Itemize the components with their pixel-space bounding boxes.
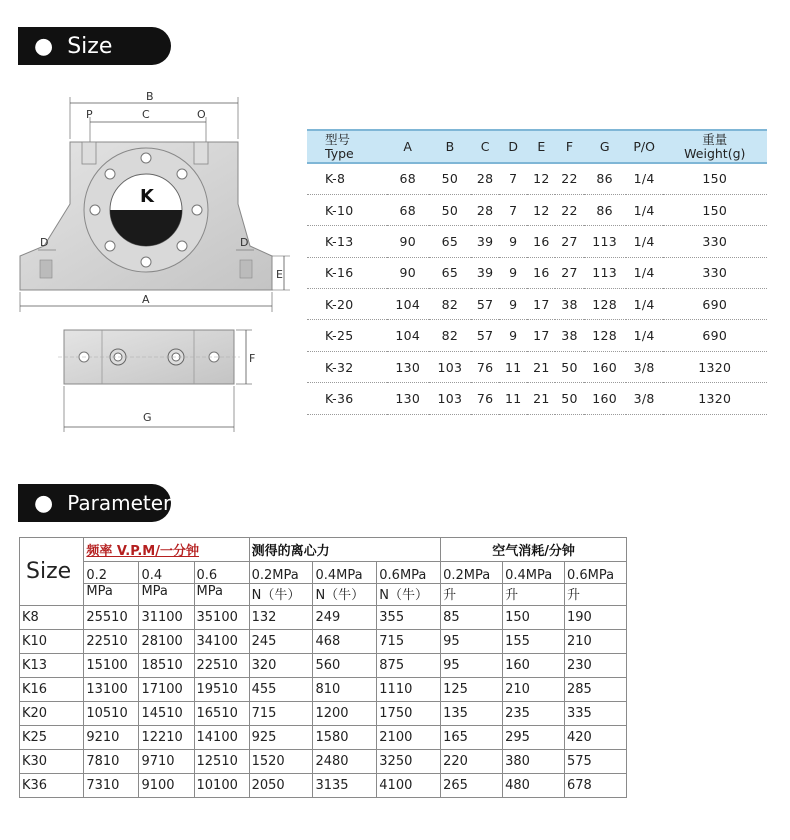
param-cell-model: K8: [20, 606, 84, 630]
param-cell-value: 715: [377, 630, 441, 654]
param-cell-value: 320: [249, 654, 313, 678]
size-cell-type: K-36: [307, 383, 387, 414]
param-cell-value: 18510: [139, 654, 194, 678]
size-cell-value: 86: [584, 163, 626, 194]
param-table-row: [20, 654, 627, 678]
param-cell-value: 3135: [313, 774, 377, 798]
param-cell-value: 95: [441, 630, 503, 654]
param-cell-value: 265: [441, 774, 503, 798]
unit-pressure-label: 0.4MPa: [313, 562, 377, 584]
size-cell-value: 9: [499, 320, 527, 351]
unit-measure-label: 升: [441, 584, 503, 606]
size-cell-value: 90: [387, 257, 429, 288]
unit-pressure-label: 0.2MPa: [441, 562, 503, 584]
size-cell-value: 7: [499, 163, 527, 194]
size-cell-value: 1320: [663, 383, 767, 414]
param-cell-value: 165: [441, 726, 503, 750]
size-cell-value: 690: [663, 320, 767, 351]
group-air-consumption: 空气消耗/分钟: [441, 538, 627, 562]
size-cell-value: 50: [555, 351, 583, 382]
size-cell-value: 9: [499, 289, 527, 320]
size-cell-value: 68: [387, 194, 429, 225]
param-cell-value: 295: [503, 726, 565, 750]
group-centrifugal-force: 测得的离心力: [249, 538, 441, 562]
size-cell-value: 3/8: [626, 351, 663, 382]
size-cell-value: 28: [471, 163, 499, 194]
param-cell-value: 10510: [84, 702, 139, 726]
size-cell-type: K-10: [307, 194, 387, 225]
param-cell-value: 13100: [84, 678, 139, 702]
col-header-type-en: Type: [325, 145, 354, 161]
dim-label-d-left: D: [40, 236, 49, 249]
param-cell-value: 249: [313, 606, 377, 630]
col-header-b: B: [429, 130, 471, 163]
param-cell-model: K16: [20, 678, 84, 702]
dim-label-p: P: [86, 108, 93, 121]
param-cell-value: 2050: [249, 774, 313, 798]
size-cell-value: 76: [471, 351, 499, 382]
size-cell-value: 330: [663, 226, 767, 257]
param-cell-value: 210: [565, 630, 627, 654]
size-cell-value: 113: [584, 257, 626, 288]
size-table-header-row: [307, 130, 767, 163]
size-cell-value: 160: [584, 351, 626, 382]
unit-pressure-label: 0.6MPa: [565, 562, 627, 584]
size-cell-value: 38: [555, 320, 583, 351]
param-cell-value: 35100: [194, 606, 249, 630]
param-cell-value: 160: [503, 654, 565, 678]
param-cell-value: 875: [377, 654, 441, 678]
size-table-row: [307, 163, 767, 194]
param-cell-value: 1110: [377, 678, 441, 702]
param-cell-value: 1200: [313, 702, 377, 726]
size-cell-value: 90: [387, 226, 429, 257]
bullet-icon: ●: [34, 490, 54, 516]
unit-measure-label: 升: [503, 584, 565, 606]
dim-label-o: O: [197, 108, 206, 121]
size-cell-value: 68: [387, 163, 429, 194]
size-cell-type: K-32: [307, 351, 387, 382]
size-cell-value: 21: [527, 383, 555, 414]
size-cell-value: 22: [555, 163, 583, 194]
unit-pressure-label: 0.6MPa: [377, 562, 441, 584]
param-cell-value: 335: [565, 702, 627, 726]
param-cell-value: 220: [441, 750, 503, 774]
size-cell-value: 130: [387, 383, 429, 414]
size-cell-value: 27: [555, 226, 583, 257]
param-cell-value: 14100: [194, 726, 249, 750]
unit-measure-label: N（牛）: [249, 584, 313, 606]
size-cell-value: 50: [429, 163, 471, 194]
param-cell-value: 14510: [139, 702, 194, 726]
size-cell-value: 1/4: [626, 226, 663, 257]
col-header-type: [307, 130, 387, 163]
size-cell-value: 103: [429, 383, 471, 414]
param-cell-value: 925: [249, 726, 313, 750]
param-table-row: [20, 774, 627, 798]
size-cell-type: K-25: [307, 320, 387, 351]
size-cell-value: 82: [429, 320, 471, 351]
size-cell-value: 17: [527, 289, 555, 320]
param-cell-value: 34100: [194, 630, 249, 654]
param-cell-value: 420: [565, 726, 627, 750]
size-cell-value: 86: [584, 194, 626, 225]
param-cell-value: 560: [313, 654, 377, 678]
param-cell-value: 245: [249, 630, 313, 654]
size-cell-value: 39: [471, 226, 499, 257]
param-cell-value: 22510: [84, 630, 139, 654]
size-table-row: [307, 351, 767, 382]
unit-pressure-label: 0.4MPa: [503, 562, 565, 584]
col-header-d: D: [499, 130, 527, 163]
unit-measure-label: 升: [565, 584, 627, 606]
col-header-c: C: [471, 130, 499, 163]
dim-label-c: C: [142, 108, 150, 121]
param-cell-model: K36: [20, 774, 84, 798]
param-cell-value: 4100: [377, 774, 441, 798]
param-cell-value: 7310: [84, 774, 139, 798]
param-cell-value: 1580: [313, 726, 377, 750]
col-header-type-cn: 型号: [325, 131, 351, 147]
units-bottom-row: [20, 584, 627, 606]
param-cell-model: K13: [20, 654, 84, 678]
param-cell-value: 125: [441, 678, 503, 702]
param-cell-value: 810: [313, 678, 377, 702]
size-cell-value: 28: [471, 194, 499, 225]
col-header-po: P/O: [626, 130, 663, 163]
size-cell-value: 16: [527, 226, 555, 257]
size-cell-value: 104: [387, 320, 429, 351]
size-table-row: [307, 383, 767, 414]
col-header-weight-en: Weight(g): [684, 145, 746, 161]
size-section-header: [18, 27, 171, 65]
param-table-row: [20, 630, 627, 654]
col-header-weight-cn: 重量: [702, 131, 728, 147]
param-cell-value: 380: [503, 750, 565, 774]
unit-measure-label: N（牛）: [313, 584, 377, 606]
param-table-row: [20, 678, 627, 702]
size-cell-value: 1320: [663, 351, 767, 382]
param-cell-model: K30: [20, 750, 84, 774]
col-header-f: F: [555, 130, 583, 163]
param-cell-value: 150: [503, 606, 565, 630]
size-cell-value: 12: [527, 163, 555, 194]
param-cell-value: 95: [441, 654, 503, 678]
param-cell-value: 16510: [194, 702, 249, 726]
size-cell-value: 9: [499, 257, 527, 288]
dim-label-f: F: [249, 352, 256, 365]
param-cell-value: 190: [565, 606, 627, 630]
col-header-g: G: [584, 130, 626, 163]
param-cell-model: K20: [20, 702, 84, 726]
param-cell-value: 85: [441, 606, 503, 630]
param-cell-value: 7810: [84, 750, 139, 774]
size-cell-value: 7: [499, 194, 527, 225]
size-cell-value: 113: [584, 226, 626, 257]
unit-measure-label: MPa: [194, 584, 249, 606]
size-cell-value: 160: [584, 383, 626, 414]
param-cell-value: 19510: [194, 678, 249, 702]
size-cell-value: 57: [471, 320, 499, 351]
size-table-row: [307, 226, 767, 257]
unit-pressure-label: 0.4: [139, 562, 194, 584]
size-cell-value: 330: [663, 257, 767, 288]
param-cell-value: 28100: [139, 630, 194, 654]
size-cell-value: 27: [555, 257, 583, 288]
size-cell-value: 1/4: [626, 320, 663, 351]
size-cell-value: 16: [527, 257, 555, 288]
size-table-row: [307, 320, 767, 351]
param-cell-value: 1520: [249, 750, 313, 774]
size-cell-value: 1/4: [626, 257, 663, 288]
param-cell-value: 480: [503, 774, 565, 798]
unit-pressure-label: 0.2: [84, 562, 139, 584]
size-cell-value: 57: [471, 289, 499, 320]
size-table-row: [307, 194, 767, 225]
size-cell-type: K-20: [307, 289, 387, 320]
size-cell-value: 22: [555, 194, 583, 225]
param-cell-value: 155: [503, 630, 565, 654]
size-dimension-table: [307, 129, 767, 415]
size-table-row: [307, 257, 767, 288]
param-cell-value: 132: [249, 606, 313, 630]
col-header-e: E: [527, 130, 555, 163]
param-cell-value: 715: [249, 702, 313, 726]
unit-pressure-label: 0.6: [194, 562, 249, 584]
param-cell-value: 9710: [139, 750, 194, 774]
dim-label-d-right: D: [240, 236, 249, 249]
size-cell-value: 128: [584, 289, 626, 320]
param-table-row: [20, 702, 627, 726]
param-cell-value: 12510: [194, 750, 249, 774]
size-cell-value: 150: [663, 163, 767, 194]
size-cell-value: 103: [429, 351, 471, 382]
col-header-a: A: [387, 130, 429, 163]
param-cell-value: 2100: [377, 726, 441, 750]
param-cell-value: 575: [565, 750, 627, 774]
size-cell-value: 3/8: [626, 383, 663, 414]
param-cell-value: 1750: [377, 702, 441, 726]
param-cell-model: K25: [20, 726, 84, 750]
size-cell-value: 65: [429, 226, 471, 257]
param-cell-value: 230: [565, 654, 627, 678]
param-cell-value: 15100: [84, 654, 139, 678]
unit-measure-label: MPa: [84, 584, 139, 606]
parameter-table: [19, 537, 627, 798]
outlet-port: [194, 142, 208, 164]
param-cell-model: K10: [20, 630, 84, 654]
size-table-row: [307, 289, 767, 320]
dim-label-a: A: [142, 293, 150, 306]
size-cell-value: 130: [387, 351, 429, 382]
size-cell-value: 1/4: [626, 194, 663, 225]
size-cell-value: 1/4: [626, 289, 663, 320]
param-cell-value: 10100: [194, 774, 249, 798]
size-cell-value: 104: [387, 289, 429, 320]
param-cell-value: 31100: [139, 606, 194, 630]
size-cell-value: 690: [663, 289, 767, 320]
dim-label-e: E: [276, 268, 283, 281]
parameter-section-title: Parameter: [67, 491, 172, 515]
size-cell-value: 11: [499, 351, 527, 382]
inlet-port: [82, 142, 96, 164]
col-header-weight: [663, 130, 767, 163]
size-cell-type: K-13: [307, 226, 387, 257]
param-cell-value: 135: [441, 702, 503, 726]
param-table-row: [20, 750, 627, 774]
parameter-section-header: [18, 484, 171, 522]
param-cell-value: 468: [313, 630, 377, 654]
param-cell-value: 22510: [194, 654, 249, 678]
param-cell-value: 12210: [139, 726, 194, 750]
param-table-row: [20, 606, 627, 630]
size-section-title: Size: [67, 33, 113, 59]
size-cell-value: 9: [499, 226, 527, 257]
size-cell-value: 82: [429, 289, 471, 320]
param-cell-value: 285: [565, 678, 627, 702]
size-cell-value: 11: [499, 383, 527, 414]
dim-label-b: B: [146, 90, 154, 103]
size-cell-value: 38: [555, 289, 583, 320]
unit-pressure-label: 0.2MPa: [249, 562, 313, 584]
unit-measure-label: N（牛）: [377, 584, 441, 606]
bolt-hole: [141, 153, 151, 163]
size-cell-value: 50: [555, 383, 583, 414]
bullet-icon: ●: [34, 33, 54, 59]
vibrator-dimension-drawing: [14, 84, 304, 439]
size-cell-value: 39: [471, 257, 499, 288]
param-cell-value: 678: [565, 774, 627, 798]
unit-measure-label: MPa: [139, 584, 194, 606]
param-cell-value: 17100: [139, 678, 194, 702]
param-cell-value: 9210: [84, 726, 139, 750]
dim-label-g: G: [143, 411, 152, 424]
param-cell-value: 210: [503, 678, 565, 702]
size-cell-value: 17: [527, 320, 555, 351]
param-cell-value: 455: [249, 678, 313, 702]
size-cell-value: 12: [527, 194, 555, 225]
body-letter: K: [140, 186, 154, 207]
group-frequency: 频率 V.P.M/一分钟: [84, 538, 249, 562]
size-cell-value: 21: [527, 351, 555, 382]
param-cell-value: 25510: [84, 606, 139, 630]
size-cell-value: 65: [429, 257, 471, 288]
size-cell-value: 150: [663, 194, 767, 225]
size-cell-type: K-8: [307, 163, 387, 194]
size-cell-type: K-16: [307, 257, 387, 288]
param-cell-value: 235: [503, 702, 565, 726]
size-cell-value: 1/4: [626, 163, 663, 194]
param-cell-value: 9100: [139, 774, 194, 798]
param-size-header: Size: [20, 538, 84, 606]
size-cell-value: 50: [429, 194, 471, 225]
units-top-row: [20, 562, 627, 584]
param-cell-value: 2480: [313, 750, 377, 774]
size-cell-value: 76: [471, 383, 499, 414]
param-cell-value: 3250: [377, 750, 441, 774]
param-cell-value: 355: [377, 606, 441, 630]
size-cell-value: 128: [584, 320, 626, 351]
param-table-row: [20, 726, 627, 750]
